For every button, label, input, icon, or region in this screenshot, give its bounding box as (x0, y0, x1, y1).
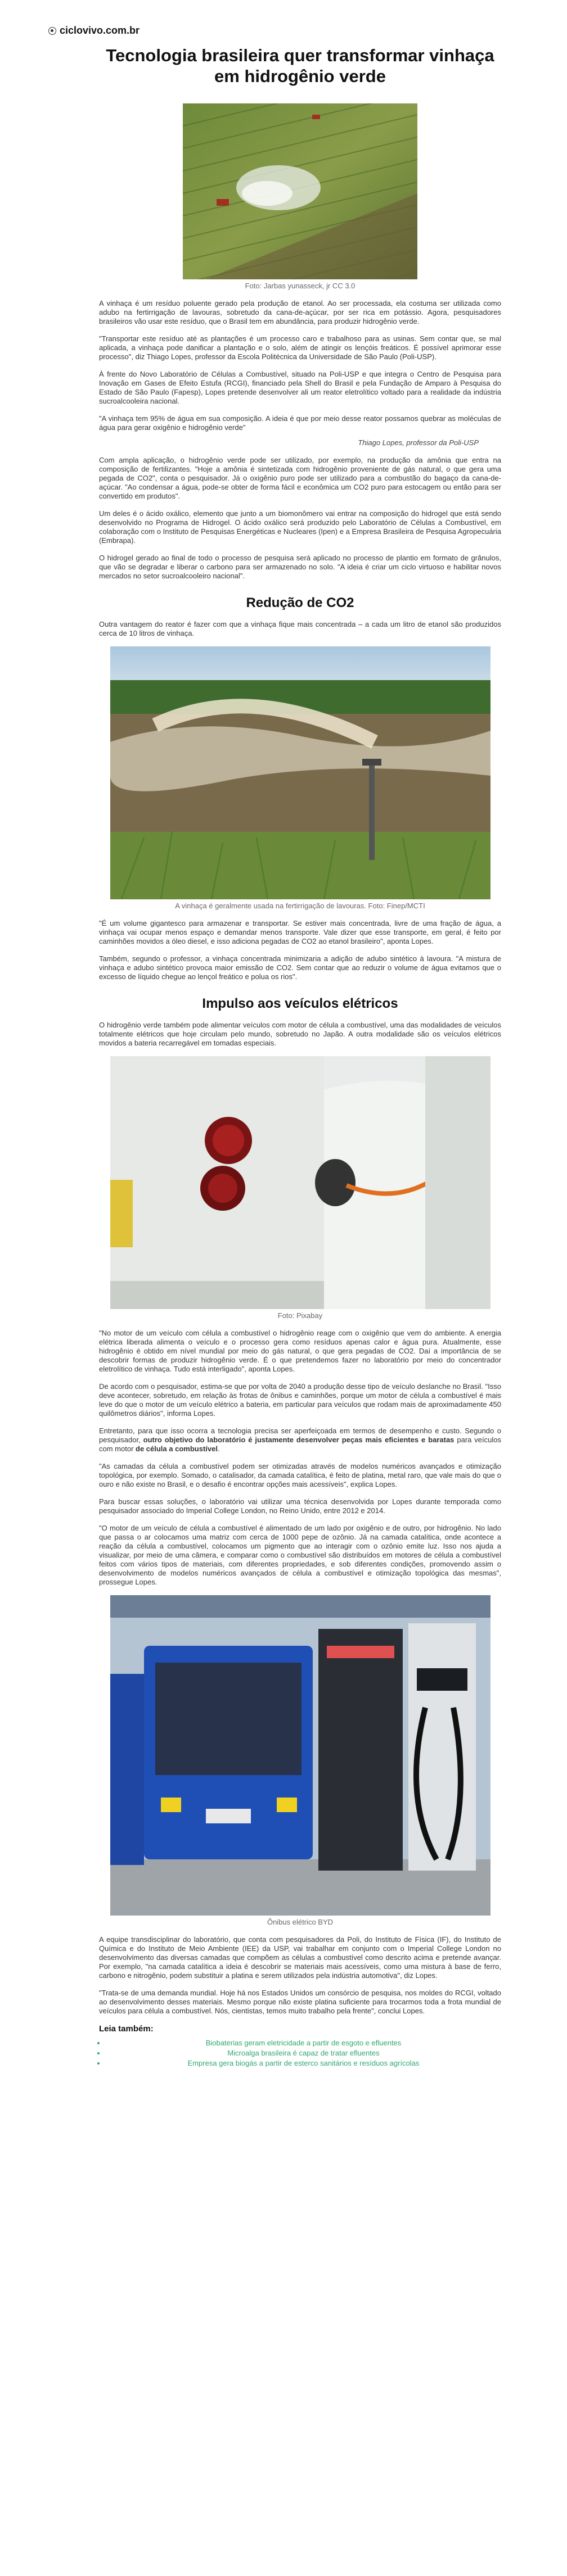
paragraph: Um deles é o ácido oxálico, elemento que junto a um biomonômero vai entrar na composição do hidrogel que está sendo desenvolvido no Programa de Hidrogel. O ácido oxálico será produzido pelo Laboratório de Células a Combustível, em colaboração com o Instituto de Pesquisas Energéticas e Nucleares (Ipen) e a Empresa Brasileira de Pesquisa Agropecuária (Embrapa). (99, 509, 501, 545)
article (99, 45, 501, 2068)
article-title: Tecnologia brasileira quer transformar vinhaça em hidrogênio verde (106, 46, 494, 86)
paragraph: "As camadas da célula a combustível podem ser otimizadas através de modelos numéricos avançados e otimização topológica, por exemplo. Somado, o catalisador, da camada catalítica, é feito de platina, metal raro, que vale mais do que o ouro e não existe no Brasil, e o desafio é encontrar opções mais acessíveis", explica Lopes. (99, 1462, 501, 1488)
read-also-link[interactable]: • Biobaterias geram eletricidade a partir de esgoto e efluentes (106, 2038, 501, 2048)
paragraph: A vinhaça é um resíduo poluente gerado pela produção de etanol. Ao ser processada, ela costuma ser utilizada como adubo na fertirrigação de lavouras, sobretudo da cana-de-açúcar, por ser rica em potássio. Agora, pesquisadores brasileiros vão usar este resíduo, que o Brasil tem em abundância, para produzir hidrogênio verde. (99, 299, 501, 325)
ev-charging-photo (110, 1056, 490, 1309)
site-header[interactable] (48, 25, 140, 37)
image-caption: Foto: Jarbas yunasseck, jr CC 3.0 (245, 282, 356, 290)
paragraph: "O motor de um veículo de célula a combustível é alimentado de um lado por oxigênio e de outro, por hidrogênio. No lado que passa o ar colocamos uma matriz com cerca de 1000 pepe de ozônio. Já na camada catalítica, onde acontece a reação da célula a combustível, colocamos um pigmento que ao interagir com o ozônio emite luz. Isso nos ajuda a visualizar, por meio de uma câmera, e comparar como o combustível são distribuídos em motores de célula a combustível feitos com vários tipos de materiais, com diferentes propriedades, e sob diferentes condições, promovendo assim o desenvolvimento de modelos numéricos avançados de célula a combustível e otimização topológica das mesmas", prossegue Lopes. (99, 1524, 501, 1586)
paragraph: À frente do Novo Laboratório de Células a Combustível, situado na Poli-USP e que integra o Centro de Pesquisa para Inovação em Gases de Efeito Estufa (RCGI), financiado pela Shell do Brasil e pela Fundação de Amparo à Pesquisa do Estado de São Paulo (Fapesp), Lopes pretende desenvolver ali um reator eletrolítico voltado para a realidade da indústria sucroalcooleira nacional. (99, 370, 501, 405)
paragraph: O hidrogel gerado ao final de todo o processo de pesquisa será aplicado no processo de plantio em formato de grânulos, que vão se degradar e liberar o carbono para ser armazenado no solo. "A ideia é criar um ciclo virtuoso e habilitar novos mercados no setor sucroalcooleiro nacional". (99, 554, 501, 580)
read-also-link[interactable]: • Microalga brasileira é capaz de tratar efluentes (106, 2048, 501, 2058)
paragraph: "A vinhaça tem 95% de água em sua composição. A ideia é que por meio desse reator possamos quebrar as moléculas de água para gerar oxigênio e hidrogênio verde" (99, 414, 501, 432)
emphasis-text: de célula a combustível (136, 1445, 218, 1453)
read-also-list (99, 2038, 501, 2068)
image-caption: Foto: Pixabay (277, 1311, 323, 1320)
paragraph: "No motor de um veículo com célula a combustível o hidrogênio reage com o oxigênio que vem do ambiente. A energia elétrica liberada alimenta o veículo e o processo gera como resíduos apenas calor e água pura. Atualmente, esse hidrogênio é obtido em nível mundial por meio do gás natural, o que gera pegadas de CO2. Daí a importância de se descobrir formas de produzir hidrogênio verde. É o que pretendemos fazer no laboratório por meio do concentrador eletrolítico de vinhaça. Tudo está interligado", aponta Lopes. (99, 1329, 501, 1373)
electric-bus-photo (110, 1595, 490, 1916)
paragraph: Com ampla aplicação, o hidrogênio verde pode ser utilizado, por exemplo, na produção da amônia que entra na composição de fertilizantes. "Hoje a amônia é sintetizada com hidrogênio proveniente de gás natural, o que gera uma pegada de CO2", conta o pesquisador. Já o oxigênio puro pode ser utilizado para a combustão do bagaço da cana-de-açúcar. "Ao condensar a água, pode-se obter de forma fácil e econômica um CO2 puro para estocagem ou então para ser convertido em produtos". (99, 456, 501, 500)
section-heading: Redução de CO2 (246, 595, 354, 610)
image-caption: A vinhaça é geralmente usada na fertirrigação de lavouras. Foto: Finep/MCTI (175, 902, 425, 910)
paragraph: De acordo com o pesquisador, estima-se que por volta de 2040 a produção desse tipo de veículo deslanche no Brasil. "Isso deve acontecer, sobretudo, em relação às frotas de ônibus e caminhões, porque um motor de célula a combustível é mais leve do que o motor de um veículo elétrico a bateria, em particular para veículos que rodam mais de aproximadamente 450 quilômetros diários", informa Lopes. (99, 1382, 501, 1418)
paragraph: A equipe transdisciplinar do laboratório, que conta com pesquisadores da Poli, do Instituto de Física (IF), do Instituto de Química e do Instituto de Meio Ambiente (IEE) da USP, vai trabalhar em conjunto com o Imperial College London no desenvolvimento das diversas camadas que compõem as células a combustível como descrito acima e pretende avançar. Por exemplo, "na camada catalítica a ideia é descobrir se materiais mais acessíveis, como uma mistura à base de ferro, carbono e nitrogênio, podem substituir a platina e serem utilizados pela indústria automotiva", diz Lopes. (99, 1935, 501, 1980)
paragraph: Também, segundo o professor, a vinhaça concentrada minimizaria a adição de adubo sintético à lavoura. "A mistura de vinhaça e adubo sintético provoca maior emissão de CO2. Sem contar que ao reduzir o volume de água evitamos que o excesso de líquido chegue ao lençol freático e polua os rios". (99, 954, 501, 981)
read-also-section (99, 2024, 501, 2068)
quote-source: Thiago Lopes, professor da Poli-USP (358, 438, 479, 447)
read-also-link[interactable]: • Empresa gera biogás a partir de esterco sanitários e resíduos agrícolas (106, 2058, 501, 2068)
circle-logo-icon (48, 27, 56, 35)
paragraph: "Trata-se de uma demanda mundial. Hoje há nos Estados Unidos um consórcio de pesquisa, nos moldes do RCGI, voltado ao desenvolvimento desses materiais. Mesmo porque não existe platina suficiente para trocarmos toda a frota mundial de veículos para célula a combustível. Nós, cientistas, temos muito trabalho pela frente", conclui Lopes. (99, 1989, 501, 2015)
paragraph: "Transportar este resíduo até as plantações é um processo caro e trabalhoso para as usinas. Sem contar que, se mal aplicada, a vinhaça pode danificar a plantação e o solo, além de atingir os lençóis freáticos. É possível aprimorar esse processo", diz Thiago Lopes, professor da Escola Politécnica da Universidade de São Paulo (Poli-USP). (99, 334, 501, 361)
paragraph: Outra vantagem do reator é fazer com que a vinhaça fique mais concentrada – a cada um litro de etanol são produzidos cerca de 10 litros de vinhaça. (99, 620, 501, 637)
paragraph: "É um volume gigantesco para armazenar e transportar. Se estiver mais concentrada, livre de uma fração de água, a vinhaça vai ocupar menos espaço e demandar menos transporte. Vale dizer que esse transporte, em geral, é feito por caminhões movidos a óleo diesel, e isso adiciona pegadas de CO2 ao etanol brasileiro", aponta Lopes. (99, 919, 501, 945)
read-also-title: Leia também: (99, 2024, 154, 2034)
section-heading: Impulso aos veículos elétricos (202, 996, 398, 1011)
emphasis-text: outro objetivo do laboratório é justamente desenvolver peças mais eficientes e baratas (143, 1436, 454, 1444)
image-caption: Ônibus elétrico BYD (267, 1918, 334, 1926)
paragraph: Para buscar essas soluções, o laboratório vai utilizar uma técnica desenvolvida por Lopes durante temporada como pesquisador associado do Imperial College London, no Reino Unido, entre 2012 e 2014. (99, 1497, 501, 1515)
sprinkler-photo (110, 646, 490, 899)
paragraph: Entretanto, para que isso ocorra a tecnologia precisa ser aperfeiçoada em termos de desempenho e custo. Segundo o pesquisador, outro objetivo do laboratório é justamente desenvolver peças mais eficientes e baratas para veículos com motor de célula a combustível. (99, 1427, 501, 1453)
site-name[interactable]: ciclovivo.com.br (60, 25, 140, 36)
field-irrigation-photo (183, 103, 417, 279)
paragraph: O hidrogênio verde também pode alimentar veículos com motor de célula a combustível, uma das modalidades de veículos totalmente elétricos que hoje circulam pelo mundo, sobretudo no Japão. A outra modalidade são os veículos elétricos movidos a bateria recarregável em tomadas especiais. (99, 1021, 501, 1047)
